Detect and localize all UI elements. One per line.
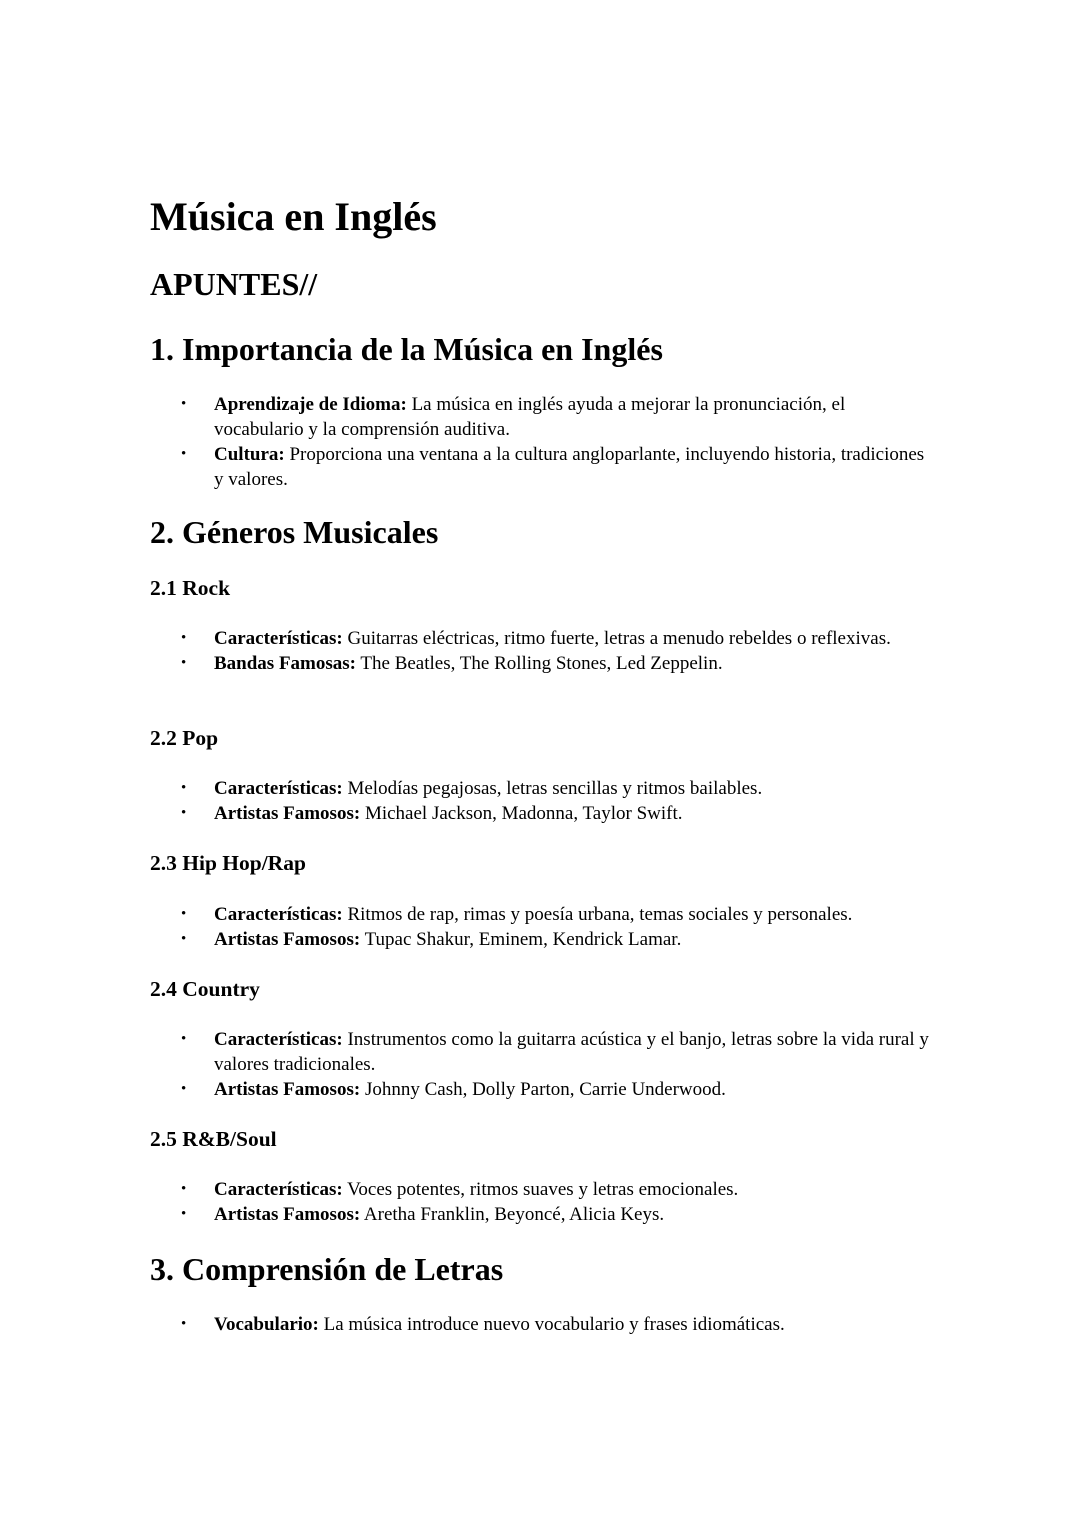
bullet-icon: •: [181, 630, 187, 646]
subsection-heading-pop: 2.2 Pop: [150, 726, 219, 750]
list-item: [181, 776, 934, 801]
list-item: [181, 902, 934, 927]
item-term: Características:: [214, 628, 343, 649]
item-term: Vocabulario:: [214, 1314, 319, 1335]
bullet-icon: •: [181, 931, 187, 947]
bullet-icon: •: [181, 1081, 187, 1097]
bullet-icon: •: [181, 396, 187, 412]
subsection-heading-rnb: 2.5 R&B/Soul: [150, 1127, 277, 1151]
list-item: [181, 801, 934, 826]
item-text: Melodías pegajosas, letras sencillas y ritmos bailables.: [342, 778, 763, 799]
list-item: [181, 651, 934, 676]
item-term: Artistas Famosos:: [214, 1079, 361, 1100]
item-term: Características:: [214, 1029, 343, 1050]
bullet-icon: •: [181, 1316, 187, 1332]
item-text: Tupac Shakur, Eminem, Kendrick Lamar.: [360, 929, 682, 950]
bullet-icon: •: [181, 655, 187, 671]
item-text: La música introduce nuevo vocabulario y frases idiomáticas.: [318, 1314, 785, 1335]
item-text: Ritmos de rap, rimas y poesía urbana, temas sociales y personales.: [342, 904, 853, 925]
bullet-list-country: [181, 1027, 934, 1102]
bullet-list-hiphop: [181, 902, 934, 952]
section-heading-1: 1. Importancia de la Música en Inglés: [150, 331, 663, 367]
list-item: [181, 1177, 934, 1202]
page-subtitle: APUNTES//: [150, 266, 318, 302]
subsection-heading-country: 2.4 Country: [150, 977, 260, 1001]
list-item: [181, 626, 934, 651]
subsection-heading-rock: 2.1 Rock: [150, 576, 231, 600]
item-text: Proporciona una ventana a la cultura angloparlante, incluyendo historia, tradiciones y valores.: [214, 444, 925, 490]
section-heading-3: 3. Comprensión de Letras: [150, 1251, 504, 1287]
bullet-icon: •: [181, 906, 187, 922]
section-heading-2: 2. Géneros Musicales: [150, 514, 439, 550]
item-text: The Beatles, The Rolling Stones, Led Zeppelin.: [356, 653, 723, 674]
bullet-list-pop: [181, 776, 934, 826]
item-text: Johnny Cash, Dolly Parton, Carrie Underwood.: [360, 1079, 726, 1100]
list-item: [181, 1077, 934, 1102]
item-term: Artistas Famosos:: [214, 929, 361, 950]
item-text: Aretha Franklin, Beyoncé, Alicia Keys.: [360, 1204, 665, 1225]
item-text: Instrumentos como la guitarra acústica y el banjo, letras sobre la vida rural y valores tradicionales.: [214, 1029, 929, 1075]
item-term: Cultura:: [214, 444, 285, 465]
item-text: La música en inglés ayuda a mejorar la pronunciación, el vocabulario y la comprensión auditiva.: [214, 394, 846, 440]
list-item: [181, 1312, 934, 1337]
item-text: Guitarras eléctricas, ritmo fuerte, letras a menudo rebeldes o reflexivas.: [342, 628, 891, 649]
item-term: Aprendizaje de Idioma:: [214, 394, 407, 415]
list-item: [181, 1202, 934, 1227]
item-term: Características:: [214, 904, 343, 925]
bullet-icon: •: [181, 780, 187, 796]
list-item: [181, 1027, 934, 1077]
item-term: Características:: [214, 778, 343, 799]
item-term: Características:: [214, 1179, 343, 1200]
bullet-icon: •: [181, 1181, 187, 1197]
bullet-list-section-3: [181, 1312, 934, 1337]
item-term: Bandas Famosas:: [214, 653, 356, 674]
bullet-icon: •: [181, 446, 187, 462]
item-term: Artistas Famosos:: [214, 1204, 361, 1225]
page-title: Música en Inglés: [150, 194, 437, 239]
list-item: [181, 442, 934, 492]
bullet-list-section-1: [181, 392, 934, 492]
bullet-icon: •: [181, 805, 187, 821]
bullet-list-rock: [181, 626, 934, 676]
subsection-heading-hiphop: 2.3 Hip Hop/Rap: [150, 851, 306, 875]
bullet-icon: •: [181, 1031, 187, 1047]
bullet-icon: •: [181, 1206, 187, 1222]
item-text: Michael Jackson, Madonna, Taylor Swift.: [360, 803, 683, 824]
item-term: Artistas Famosos:: [214, 803, 361, 824]
list-item: [181, 392, 934, 442]
item-text: Voces potentes, ritmos suaves y letras emocionales.: [342, 1179, 739, 1200]
list-item: [181, 927, 934, 952]
bullet-list-rnb: [181, 1177, 934, 1227]
